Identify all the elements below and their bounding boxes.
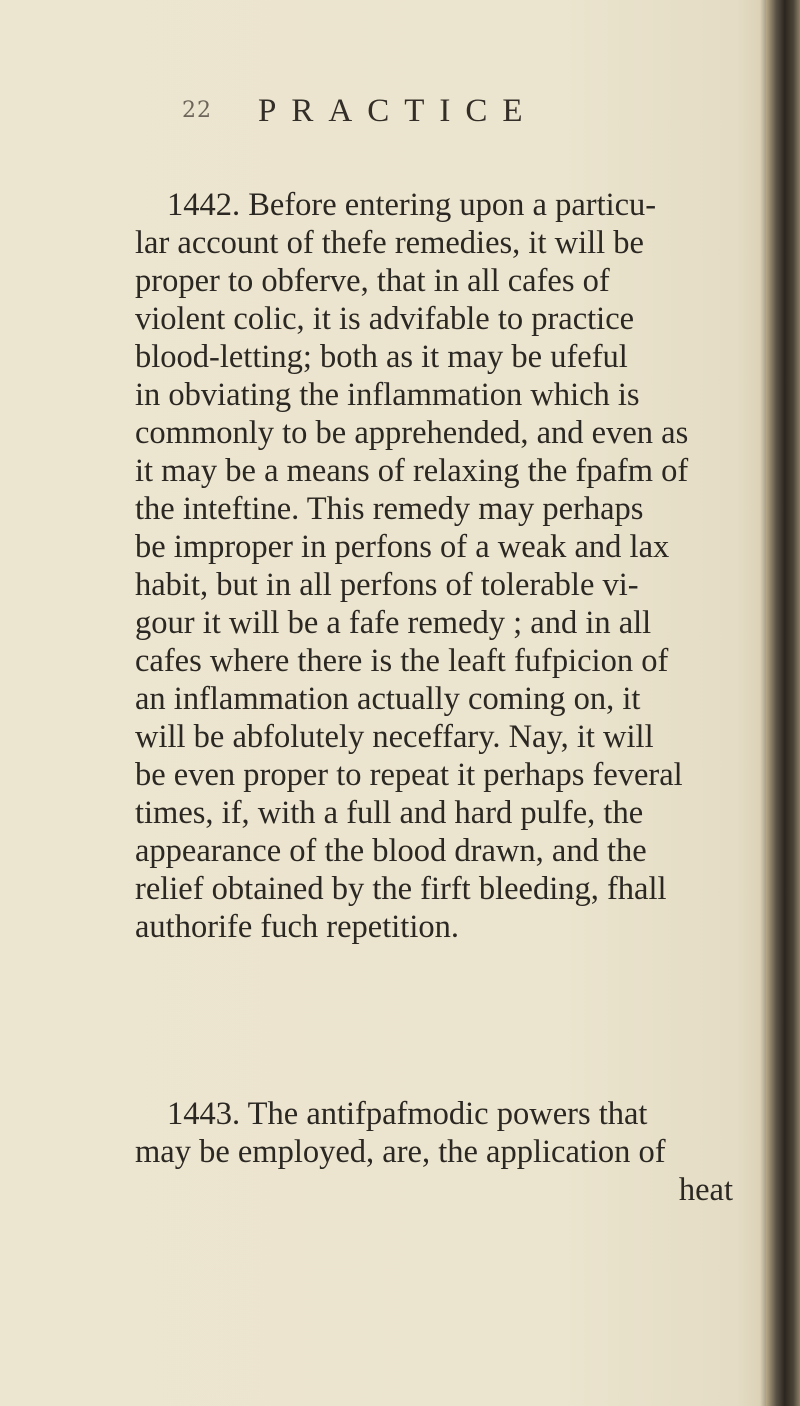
- text-line: blood-letting; both as it may be ufeful: [135, 339, 628, 375]
- text-line: gour it will be a fafe remedy ; and in all: [135, 605, 652, 641]
- text-line: authorife fuch repetition.: [135, 909, 459, 945]
- text-line: appearance of the blood drawn, and the: [135, 833, 647, 869]
- text-line: it may be a means of relaxing the fpafm of: [135, 453, 689, 489]
- text-line: lar account of thefe remedies, it will be: [135, 225, 644, 261]
- page-number: 22: [182, 98, 212, 123]
- text-line: violent colic, it is advifable to practice: [135, 301, 635, 337]
- paragraph-1443: [135, 1095, 735, 1209]
- text-line: habit, but in all perfons of tolerable vi-: [135, 567, 639, 603]
- text-line: times, if, with a full and hard pulfe, the: [135, 795, 644, 831]
- text-line: may be employed, are, the application of: [135, 1134, 666, 1170]
- running-head: PRACTICE: [258, 93, 538, 129]
- text-line: 1442. Before entering upon a particu-: [167, 187, 657, 223]
- book-spine: [766, 0, 800, 1406]
- text-line: 1443. The antifpafmodic powers that: [167, 1096, 648, 1132]
- text-line: proper to obferve, that in all cafes of: [135, 263, 610, 299]
- text-line: cafes where there is the leaft fufpicion of: [135, 643, 669, 679]
- text-line: will be abfolutely neceffary. Nay, it will: [135, 719, 654, 755]
- text-line: be even proper to repeat it perhaps feveral: [135, 757, 683, 793]
- text-line: in obviating the inflammation which is: [135, 377, 640, 413]
- text-line: relief obtained by the firft bleeding, fhall: [135, 871, 667, 907]
- text-line: an inflammation actually coming on, it: [135, 681, 641, 717]
- paragraph-1442: [135, 186, 735, 946]
- text-line: the inteftine. This remedy may perhaps: [135, 491, 644, 527]
- catchword: heat: [678, 1172, 733, 1208]
- text-line: commonly to be apprehended, and even as: [135, 415, 689, 451]
- text-line: be improper in perfons of a weak and lax: [135, 529, 670, 565]
